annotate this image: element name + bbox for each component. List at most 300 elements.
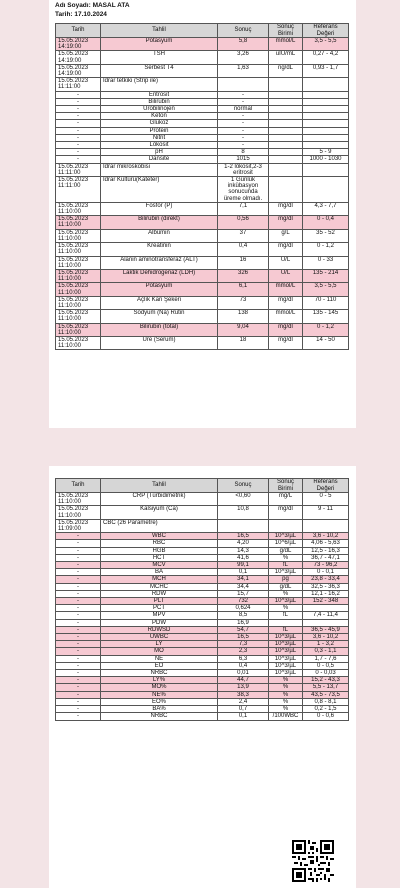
cell-reference: 0 - 33 — [303, 256, 349, 269]
cell-test: Üre (Serum) — [101, 336, 218, 349]
cell-unit: % — [269, 677, 303, 684]
cell-test: Protein — [101, 127, 218, 134]
cell-reference: 0 - 0,5 — [303, 662, 349, 669]
table-row — [56, 706, 349, 713]
cell-reference: 135 - 214 — [303, 269, 349, 282]
time-text: 11:10:00 — [58, 289, 81, 296]
lab-results-table-1 — [55, 23, 349, 350]
time-text: 11:11:00 — [58, 183, 81, 190]
qr-code-icon — [292, 840, 334, 882]
date-text: - — [77, 533, 79, 540]
date-text: 15.05.2023 — [58, 64, 89, 71]
cell-test: İdrar mikroskobisi — [101, 163, 218, 176]
table-row — [56, 576, 349, 583]
time-text: 11:10:00 — [58, 329, 81, 336]
cell-result — [218, 78, 269, 91]
cell-test: Bilirubin — [101, 98, 218, 105]
cell-result: - — [218, 134, 269, 141]
table-row — [56, 612, 349, 619]
cell-reference — [303, 619, 349, 626]
cell-reference: 36,7 - 47,1 — [303, 554, 349, 561]
cell-result: 10,8 — [218, 506, 269, 519]
date-text: - — [77, 706, 79, 713]
time-text: 11:10:00 — [58, 512, 81, 519]
table-row — [56, 127, 349, 134]
cell-unit: mg/dl — [269, 296, 303, 309]
cell-date — [56, 177, 101, 203]
cell-reference: 5,5 - 13,7 — [303, 684, 349, 691]
cell-reference: 5 - 9 — [303, 149, 349, 156]
table-row — [56, 38, 349, 51]
cell-test: MCH — [101, 576, 218, 583]
cell-unit: % — [269, 698, 303, 705]
cell-reference: 0 - 0,03 — [303, 670, 349, 677]
cell-test: Albümin — [101, 229, 218, 242]
cell-date — [56, 38, 101, 51]
cell-date — [56, 554, 101, 561]
cell-reference: 0,8 - 8,1 — [303, 698, 349, 705]
cell-result: 99,1 — [218, 562, 269, 569]
table-header-row — [56, 24, 349, 38]
cell-unit: 10^3/µL — [269, 598, 303, 605]
cell-date — [56, 706, 101, 713]
cell-test: Potasyum — [101, 283, 218, 296]
cell-result: 0,01 — [218, 670, 269, 677]
cell-reference: 0,2 - 1,5 — [303, 706, 349, 713]
cell-unit: % — [269, 684, 303, 691]
cell-unit — [269, 163, 303, 176]
table-row — [56, 648, 349, 655]
cell-date — [56, 569, 101, 576]
cell-test: Bilirubin (total) — [101, 323, 218, 336]
cell-date — [56, 156, 101, 163]
cell-date — [56, 106, 101, 113]
table-row — [56, 156, 349, 163]
cell-test: Fosfor (P) — [101, 202, 218, 215]
date-text: - — [77, 127, 79, 134]
cell-reference: 4,06 - 5,63 — [303, 540, 349, 547]
date-text: - — [77, 562, 79, 569]
cell-result: 732 — [218, 598, 269, 605]
col-header-date: Tarih — [56, 24, 101, 38]
cell-date — [56, 127, 101, 134]
cell-unit: pg — [269, 576, 303, 583]
date-text: - — [77, 583, 79, 590]
cell-test: RDW — [101, 590, 218, 597]
table-row — [56, 569, 349, 576]
cell-reference: 1000 - 1030 — [303, 156, 349, 163]
cell-date — [56, 626, 101, 633]
cell-date — [56, 698, 101, 705]
cell-unit — [269, 113, 303, 120]
cell-date — [56, 691, 101, 698]
cell-unit — [269, 519, 303, 532]
cell-reference — [303, 519, 349, 532]
table-row — [56, 605, 349, 612]
cell-unit: % — [269, 706, 303, 713]
cell-result: 5,8 — [218, 38, 269, 51]
cell-unit — [269, 619, 303, 626]
table-row — [56, 684, 349, 691]
cell-reference — [303, 98, 349, 105]
cell-result: 1-2 lökosit,2-3 eritrosit — [218, 163, 269, 176]
table-row — [56, 655, 349, 662]
table-row — [56, 619, 349, 626]
table-row — [56, 598, 349, 605]
cell-unit: fL — [269, 626, 303, 633]
cell-result: 0,1 — [218, 713, 269, 720]
cell-unit: % — [269, 691, 303, 698]
cell-reference: 36,5 - 45,9 — [303, 626, 349, 633]
cell-result: 138 — [218, 310, 269, 323]
cell-reference: 0 - 0,6 — [303, 713, 349, 720]
cell-date — [56, 519, 101, 532]
col-header-unit: Sonuç Birimi — [269, 479, 303, 493]
cell-result: 18 — [218, 336, 269, 349]
cell-unit: % — [269, 590, 303, 597]
report-page-1 — [49, 0, 356, 428]
cell-result: 54,7 — [218, 626, 269, 633]
cell-test: İdrar tetkiki (Strip ile) — [101, 78, 218, 91]
date-text: - — [77, 590, 79, 597]
table-row — [56, 641, 349, 648]
table-row — [56, 113, 349, 120]
col-header-test: Tahlil — [101, 24, 218, 38]
lab-results-table-2 — [55, 478, 349, 721]
cell-reference: 3,5 - 5,5 — [303, 38, 349, 51]
date-text: 15.05.2023 — [58, 310, 89, 317]
cell-unit: ng/dL — [269, 64, 303, 77]
report-date: 17.10.2024 — [74, 11, 107, 18]
cell-reference — [303, 163, 349, 176]
table-row — [56, 78, 349, 91]
table-row — [56, 51, 349, 64]
table-row — [56, 662, 349, 669]
cell-test: NE% — [101, 691, 218, 698]
cell-reference: 1 - 3,2 — [303, 641, 349, 648]
table-row — [56, 243, 349, 256]
cell-date — [56, 283, 101, 296]
time-text: 11:10:00 — [58, 249, 81, 256]
cell-unit — [269, 120, 303, 127]
cell-date — [56, 336, 101, 349]
cell-result: 1 Günlük inkübasyon sonucunda üreme olmadı. — [218, 177, 269, 203]
cell-unit: 10^3/µL — [269, 670, 303, 677]
cell-result: <0,60 — [218, 493, 269, 506]
cell-unit — [269, 91, 303, 98]
cell-date — [56, 662, 101, 669]
cell-reference: 14 - 50 — [303, 336, 349, 349]
cell-result: 73 — [218, 296, 269, 309]
cell-test: Kalsiyum (Ca) — [101, 506, 218, 519]
date-text: - — [77, 120, 79, 127]
cell-reference: 12,5 - 16,3 — [303, 547, 349, 554]
cell-reference: 0,93 - 1,7 — [303, 64, 349, 77]
cell-unit: 10^3/µL — [269, 569, 303, 576]
cell-unit: fL — [269, 612, 303, 619]
cell-result: - — [218, 98, 269, 105]
cell-date — [56, 243, 101, 256]
cell-test: Kreatinin — [101, 243, 218, 256]
cell-date — [56, 533, 101, 540]
cell-reference — [303, 78, 349, 91]
date-text: - — [77, 619, 79, 626]
cell-date — [56, 540, 101, 547]
cell-test: İdrar Kültürü(Kateter) — [101, 177, 218, 203]
cell-unit: g/dL — [269, 547, 303, 554]
cell-result: 0,624 — [218, 605, 269, 612]
cell-test: Keton — [101, 113, 218, 120]
cell-date — [56, 323, 101, 336]
cell-unit: U/L — [269, 256, 303, 269]
table-row — [56, 519, 349, 532]
cell-result: 7,3 — [218, 641, 269, 648]
cell-result: normal — [218, 106, 269, 113]
cell-unit: 10^3/µL — [269, 634, 303, 641]
cell-result: 0,4 — [218, 662, 269, 669]
cell-result: 0,56 — [218, 216, 269, 229]
cell-test: MPV — [101, 612, 218, 619]
cell-date — [56, 163, 101, 176]
table-row — [56, 64, 349, 77]
date-text: 15.05.2023 — [58, 216, 89, 223]
cell-result: 7,1 — [218, 202, 269, 215]
table-row — [56, 547, 349, 554]
date-text: - — [77, 142, 79, 149]
table-row — [56, 296, 349, 309]
table-row — [56, 120, 349, 127]
cell-test: WBC — [101, 533, 218, 540]
col-header-reference: Referans Değeri — [303, 24, 349, 38]
cell-result: 326 — [218, 269, 269, 282]
cell-unit: U/L — [269, 269, 303, 282]
cell-unit: % — [269, 605, 303, 612]
cell-unit — [269, 106, 303, 113]
date-text: - — [77, 134, 79, 141]
date-text: 15.05.2023 — [58, 519, 89, 526]
cell-reference: 0 - 1,2 — [303, 323, 349, 336]
date-text: 15.05.2023 — [58, 493, 89, 499]
cell-result: - — [218, 91, 269, 98]
table-row — [56, 256, 349, 269]
date-text: 15.05.2023 — [58, 177, 89, 184]
cell-unit: mg/dl — [269, 323, 303, 336]
time-text: 11:10:00 — [58, 499, 81, 506]
table-row — [56, 554, 349, 561]
date-text: 15.05.2023 — [58, 323, 89, 330]
cell-unit: mg/dl — [269, 216, 303, 229]
cell-reference — [303, 91, 349, 98]
cell-test: Laktik Dehidrogenaz (LDH) — [101, 269, 218, 282]
date-text: 15.05.2023 — [58, 256, 89, 263]
cell-test: NRBC — [101, 713, 218, 720]
table-row — [56, 163, 349, 176]
cell-unit: mmol/L — [269, 283, 303, 296]
cell-reference: 3,5 - 5,5 — [303, 283, 349, 296]
cell-result: - — [218, 142, 269, 149]
cell-date — [56, 655, 101, 662]
cell-test: Alanin aminotransferaz (ALT) — [101, 256, 218, 269]
cell-reference: 0 - 0,1 — [303, 569, 349, 576]
date-text: 15.05.2023 — [58, 283, 89, 290]
cell-reference: 0 - 0,4 — [303, 216, 349, 229]
cell-test: CRP (Türbidimetrik) — [101, 493, 218, 506]
table-row — [56, 562, 349, 569]
cell-unit — [269, 78, 303, 91]
time-text: 11:10:00 — [58, 316, 81, 323]
cell-date — [56, 684, 101, 691]
cell-date — [56, 216, 101, 229]
col-header-reference: Referans Değeri — [303, 479, 349, 493]
cell-result: 1015 — [218, 156, 269, 163]
cell-unit: mmol/L — [269, 38, 303, 51]
cell-test: Lökosit — [101, 142, 218, 149]
cell-unit: uIU/mL — [269, 51, 303, 64]
cell-date — [56, 229, 101, 242]
cell-date — [56, 670, 101, 677]
cell-test: NRBC — [101, 670, 218, 677]
table-row — [56, 533, 349, 540]
table-row — [56, 336, 349, 349]
table-row — [56, 626, 349, 633]
cell-unit: mg/dl — [269, 336, 303, 349]
cell-result: 8,5 — [218, 612, 269, 619]
cell-date — [56, 648, 101, 655]
cell-test: BA — [101, 569, 218, 576]
cell-reference: 43,5 - 73,5 — [303, 691, 349, 698]
table-row — [56, 506, 349, 519]
cell-result: 34,4 — [218, 583, 269, 590]
cell-date — [56, 506, 101, 519]
date-text: 15.05.2023 — [58, 229, 89, 236]
cell-result: 37 — [218, 229, 269, 242]
date-text: - — [77, 670, 79, 677]
date-text: - — [77, 113, 79, 120]
cell-test: UWBC — [101, 634, 218, 641]
cell-test: EO — [101, 662, 218, 669]
cell-reference: 32,5 - 36,3 — [303, 583, 349, 590]
cell-date — [56, 134, 101, 141]
cell-unit: 10^3/µL — [269, 662, 303, 669]
cell-reference: 23,8 - 33,4 — [303, 576, 349, 583]
cell-unit: /100WBC — [269, 713, 303, 720]
cell-result: 14,3 — [218, 547, 269, 554]
date-text: 15.05.2023 — [58, 202, 89, 209]
date-text: - — [77, 547, 79, 554]
cell-result: 0,7 — [218, 706, 269, 713]
cell-unit: fL — [269, 562, 303, 569]
cell-test: MO — [101, 648, 218, 655]
cell-reference: 0 - 5 — [303, 493, 349, 506]
time-text: 11:10:00 — [58, 262, 81, 269]
cell-date — [56, 612, 101, 619]
table-row — [56, 134, 349, 141]
cell-test: PDW — [101, 619, 218, 626]
cell-reference: 152 - 348 — [303, 598, 349, 605]
date-text: - — [77, 648, 79, 655]
cell-result: 0,4 — [218, 243, 269, 256]
cell-date — [56, 547, 101, 554]
table-row — [56, 310, 349, 323]
cell-result — [218, 519, 269, 532]
cell-test: RBC — [101, 540, 218, 547]
cell-date — [56, 51, 101, 64]
cell-reference — [303, 142, 349, 149]
cell-date — [56, 256, 101, 269]
cell-reference: 3,6 - 10,2 — [303, 533, 349, 540]
cell-test: Sodyum (Na) Rutin — [101, 310, 218, 323]
cell-unit: mg/dl — [269, 243, 303, 256]
cell-reference: 73 - 96,2 — [303, 562, 349, 569]
cell-test: Ürobilinojen — [101, 106, 218, 113]
cell-test: Dansite — [101, 156, 218, 163]
time-text: 11:10:00 — [58, 276, 81, 283]
cell-unit: g/L — [269, 229, 303, 242]
cell-result: 6,1 — [218, 283, 269, 296]
table-row — [56, 590, 349, 597]
cell-unit — [269, 134, 303, 141]
cell-result: 2,4 — [218, 698, 269, 705]
cell-reference — [303, 120, 349, 127]
table-row — [56, 177, 349, 203]
cell-reference: 135 - 145 — [303, 310, 349, 323]
time-text: 11:10:00 — [58, 235, 81, 242]
cell-date — [56, 149, 101, 156]
cell-result: 15,7 — [218, 590, 269, 597]
cell-test: EO% — [101, 698, 218, 705]
cell-result: 13,9 — [218, 684, 269, 691]
cell-test: PCT — [101, 605, 218, 612]
cell-reference: 9 - 11 — [303, 506, 349, 519]
date-text: - — [77, 156, 79, 163]
date-text: - — [77, 598, 79, 605]
col-header-result: Sonuç — [218, 479, 269, 493]
table-row — [56, 323, 349, 336]
table-row — [56, 216, 349, 229]
table-row — [56, 229, 349, 242]
date-text: 15.05.2023 — [58, 78, 89, 85]
cell-reference — [303, 605, 349, 612]
date-text: - — [77, 98, 79, 105]
table-row — [56, 677, 349, 684]
time-text: 11:11:00 — [58, 169, 81, 176]
cell-test: MCHC — [101, 583, 218, 590]
table-row — [56, 149, 349, 156]
cell-unit: 10^3/µL — [269, 533, 303, 540]
cell-unit — [269, 156, 303, 163]
cell-result: 34,1 — [218, 576, 269, 583]
cell-date — [56, 269, 101, 282]
date-text: - — [77, 684, 79, 691]
cell-unit — [269, 177, 303, 203]
cell-date — [56, 576, 101, 583]
col-header-unit: Sonuç Birimi — [269, 24, 303, 38]
date-text: 15.05.2023 — [58, 51, 89, 58]
cell-result: 8 — [218, 149, 269, 156]
date-text: - — [77, 569, 79, 576]
cell-reference — [303, 113, 349, 120]
cell-test: Serbest T4 — [101, 64, 218, 77]
date-text: 15.05.2023 — [58, 38, 89, 44]
cell-unit: 10^6/µL — [269, 540, 303, 547]
date-text: - — [77, 612, 79, 619]
cell-reference: 0,27 - 4,2 — [303, 51, 349, 64]
date-text: - — [77, 626, 79, 633]
cell-date — [56, 583, 101, 590]
cell-test: Açlık Kan Şekeri — [101, 296, 218, 309]
cell-date — [56, 598, 101, 605]
cell-test: Glukoz — [101, 120, 218, 127]
